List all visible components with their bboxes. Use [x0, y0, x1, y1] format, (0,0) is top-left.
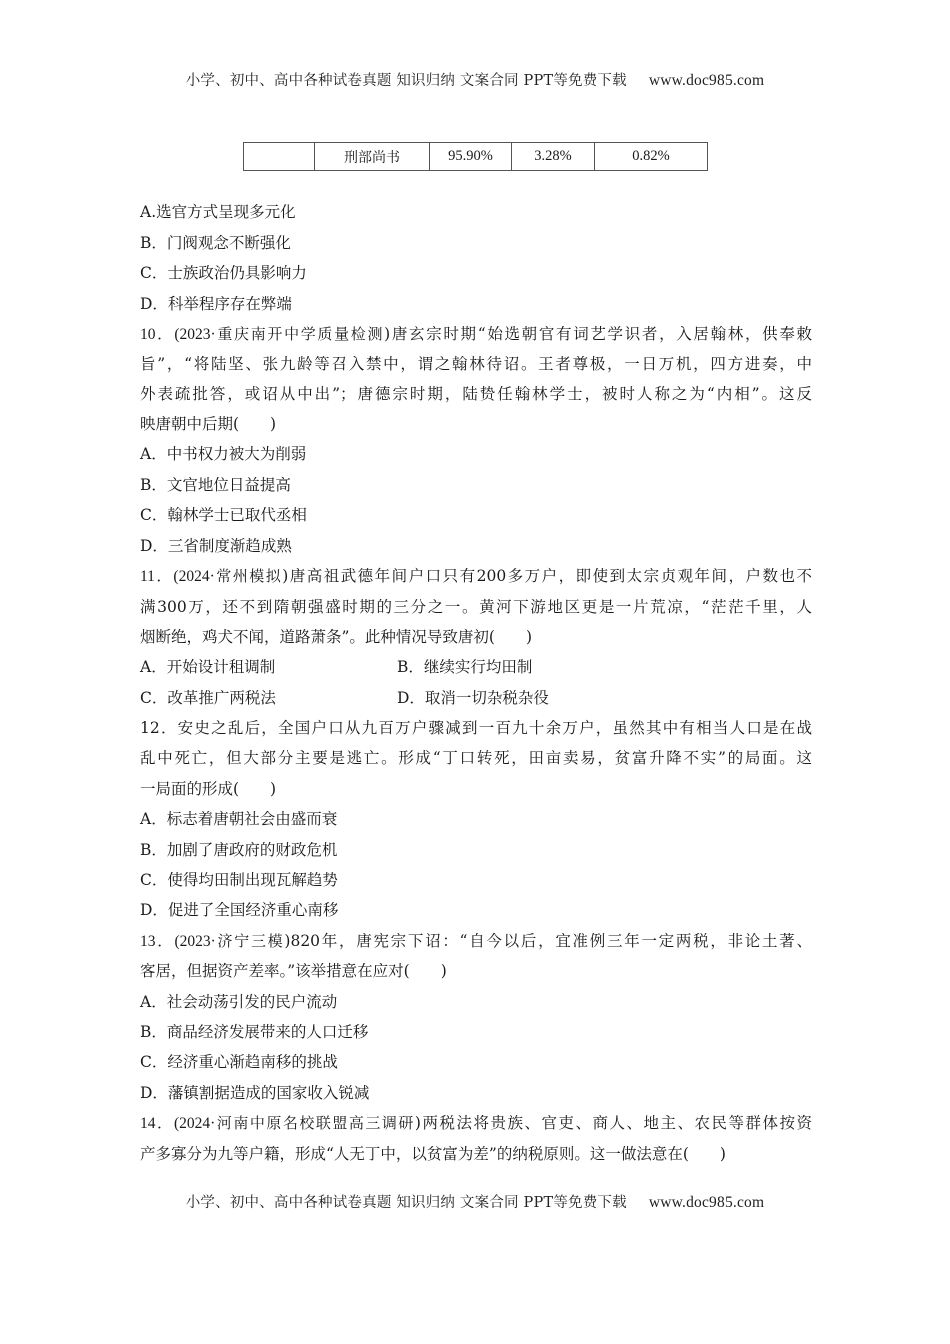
- q12-option-c: C．使得均田制出现瓦解趋势: [140, 871, 338, 889]
- q12-stem-line-3: 一局面的形成( ): [140, 780, 277, 798]
- q11-options-row-1: [140, 657, 812, 677]
- q10-option-c: C．翰林学士已取代丞相: [140, 506, 307, 524]
- q11-stem-line-3: 烟断绝，鸡犬不闻，道路萧条”。此种情况导致唐初( ): [140, 628, 533, 646]
- q12-stem-line-1: 12．安史之乱后，全国户口从九百万户骤减到一百九十余万户，虽然其中有相当人口是在战: [140, 719, 812, 737]
- q12-option-d: D．促进了全国经济重心南移: [140, 901, 339, 919]
- q11-source: 常州模拟: [214, 567, 283, 585]
- table-cell-position: 刑部尚书: [315, 143, 430, 171]
- footer-url[interactable]: www.doc985.com: [648, 1194, 765, 1211]
- table-cell-value-2: 3.28%: [512, 143, 595, 171]
- q12-option-a: A．标志着唐朝社会由盛而衰: [140, 810, 338, 828]
- q10-stem-line-3: 外表疏批答，或诏从中出”；唐德宗时期，陆贽任翰林学士，被时人称之为“内相”。这反: [140, 385, 812, 403]
- footer-text: 小学、初中、高中各种试卷真题 知识归纳 文案合同 PPT等免费下载: [185, 1195, 627, 1211]
- header-text: 小学、初中、高中各种试卷真题 知识归纳 文案合同 PPT等免费下载: [185, 73, 627, 89]
- q13-option-a: A．社会动荡引发的民户流动: [140, 993, 338, 1011]
- header-url[interactable]: www.doc985.com: [648, 72, 765, 89]
- q13-source: 济宁三模: [215, 932, 285, 950]
- q13-option-c: C．经济重心渐趋南移的挑战: [140, 1053, 338, 1071]
- page-header: [0, 69, 950, 90]
- q10-source: 重庆南开中学质量检测: [215, 325, 385, 343]
- q9-option-a: A.选官方式呈现多元化: [140, 203, 296, 221]
- q11-option-a: A．开始设计租调制: [140, 658, 276, 676]
- q10-option-d: D．三省制度渐趋成熟: [140, 537, 292, 555]
- q10-option-b: B．文官地位日益提高: [140, 476, 291, 494]
- q11-stem-line-1: 11．(2024·常州模拟)唐高祖武德年间户口只有200多万户，即使到太宗贞观年间，户数也不: [140, 567, 812, 585]
- q9-option-c: C．士族政治仍具影响力: [140, 264, 307, 282]
- q11-option-c: C．改革推广两税法: [140, 689, 276, 707]
- q11-options-row-2: [140, 688, 812, 708]
- q13-option-d: D．藩镇割据造成的国家收入锐减: [140, 1084, 370, 1102]
- q14-stem-line-2: 产多寡分为九等户籍，形成“人无丁中，以贫富为差”的纳税原则。这一做法意在( ): [140, 1145, 726, 1163]
- q10-stem-line-1: 10．(2023·重庆南开中学质量检测)唐玄宗时期“始选朝官有词艺学识者，入居翰林，供奉敕: [140, 325, 812, 343]
- q13-stem-line-2: 客居，但据资产差率。”该举措意在应对( ): [140, 962, 447, 980]
- q11-option-d: D．取消一切杂税杂役: [397, 689, 549, 707]
- table-cell-value-3: 0.82%: [595, 143, 708, 171]
- q11-option-b: B．继续实行均田制: [397, 658, 533, 676]
- table-cell-value-1: 95.90%: [430, 143, 512, 171]
- q10-stem-line-2: 旨”，“将陆坚、张九龄等召入禁中，谓之翰林待诏。王者尊极，一日万机，四方进奏，中: [140, 355, 812, 373]
- q11-stem-line-2: 满300万，还不到隋朝强盛时期的三分之一。黄河下游地区更是一片荒凉，“茫茫千里，人: [140, 598, 812, 616]
- q10-stem-line-4: 映唐朝中后期( ): [140, 415, 277, 433]
- q14-source: 河南中原名校联盟高三调研: [215, 1114, 415, 1132]
- q14-stem-line-1: 14．(2024·河南中原名校联盟高三调研)两税法将贵族、官吏、商人、地主、农民等群体按资: [140, 1114, 812, 1132]
- page-footer: [0, 1191, 950, 1212]
- q12-option-b: B．加剧了唐政府的财政危机: [140, 841, 338, 859]
- q12-stem-line-2: 乱中死亡，但大部分主要是逃亡。形成“丁口转死，田亩卖易，贫富升降不实”的局面。这: [140, 749, 812, 767]
- table-row: [244, 143, 708, 171]
- q13-stem-line-1: 13．(2023·济宁三模)820年，唐宪宗下诏：“自今以后，宜准例三年一定两税，非论土著、: [140, 932, 812, 950]
- q9-option-d: D．科举程序存在弊端: [140, 295, 292, 313]
- q13-option-b: B．商品经济发展带来的人口迁移: [140, 1023, 369, 1041]
- q9-option-b: B．门阀观念不断强化: [140, 234, 291, 252]
- q10-option-a: A．中书权力被大为削弱: [140, 445, 307, 463]
- table-fragment: [243, 142, 708, 171]
- table-cell-empty: [244, 143, 315, 171]
